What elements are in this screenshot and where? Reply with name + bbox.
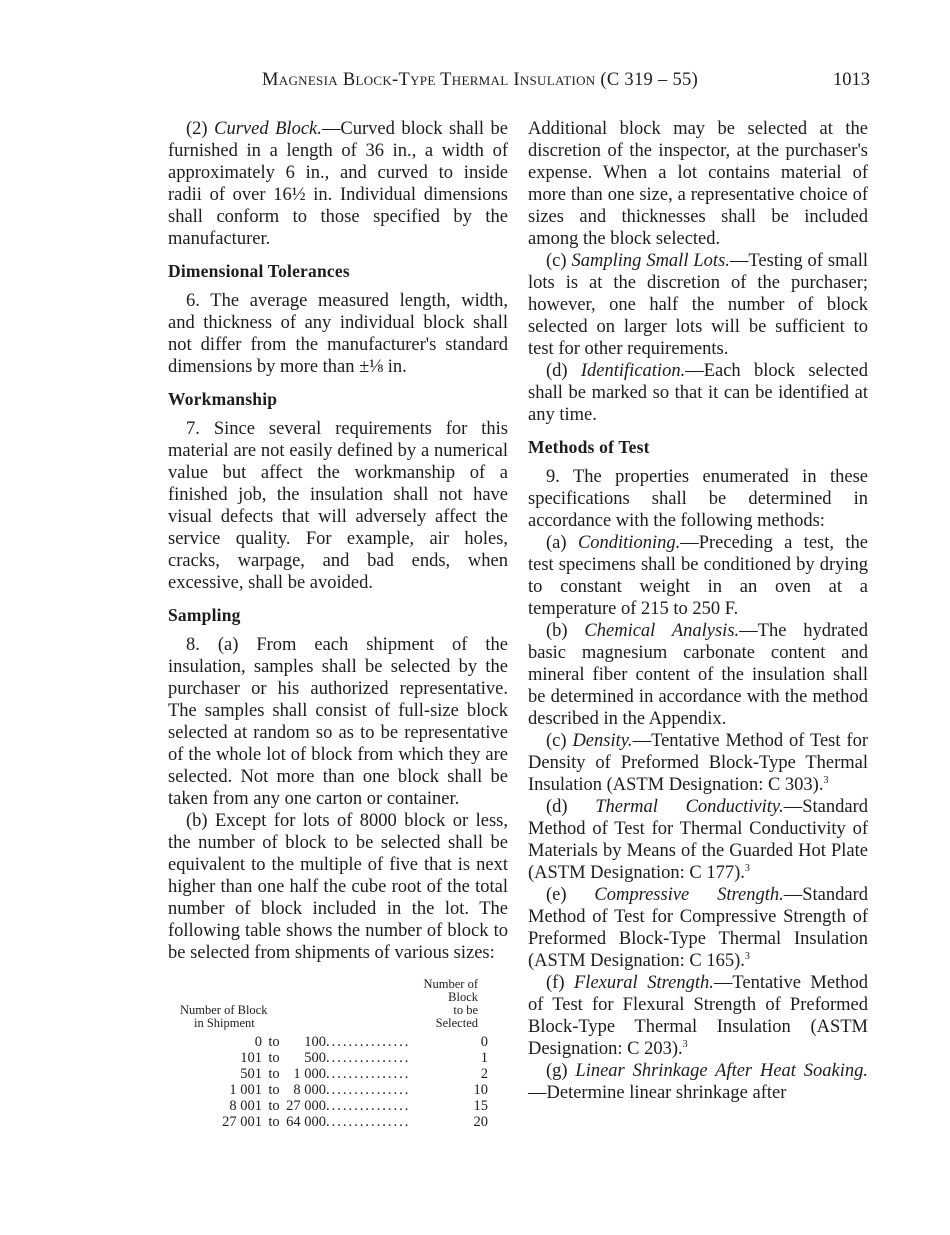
method-flexural-strength: (f) Flexural Strength.—Tentative Method of Test for Flexural Strength of Preformed Block-Type Thermal Insulation (ASTM Designation: C 203).$^3$ (528, 973, 868, 1059)
method-chemical-analysis: (b) Chemical Analysis.—The hydrated basic magnesium carbonate content and mineral fiber content of the insulation shall be determined in accordance with the method described in the Appendix. (528, 621, 868, 729)
method-thermal-conductivity: (d) Thermal Conductivity.—Standard Method of Test for Thermal Conductivity of Materials by Means of the Guarded Hot Plate (ASTM Designation: C 177).$^3$ (528, 797, 868, 883)
methods-intro-paragraph: 9. The properties enumerated in these specifications shall be determined in accordance with the following methods: (528, 467, 868, 531)
table-row: 0 to 100............... 0 (254, 1034, 488, 1050)
table-header-selected: Number of Block to be Selected (423, 977, 478, 1030)
identification-paragraph: (d) Identification.—Each block selected shall be marked so that it can be identified at any time. (528, 361, 868, 425)
sampling-a-paragraph: 8. (a) From each shipment of the insulation, samples shall be selected by the purchaser or his authorized representative. The samples shall consist of full-size block selected at random so as to be representative of the whole lot of block from which they are selected. Not more than one block shall be taken from any one carton or container. (168, 635, 508, 809)
table-row: 8 001 to 27 000............... 15 (229, 1098, 488, 1114)
table-row: 501 to 1 000............... 2 (240, 1066, 488, 1082)
page-number: 1013 (833, 70, 870, 90)
left-column (168, 118, 508, 1130)
right-column (528, 118, 868, 1104)
table-header-shipment: Number of Block in Shipment (180, 1003, 268, 1030)
dimensional-tolerances-heading: Dimensional Tolerances (168, 261, 350, 281)
method-compressive-strength: (e) Compressive Strength.—Standard Method of Test for Compressive Strength of Preformed Block-Type Thermal Insulation (ASTM Designation: C 165).$^3$ (528, 885, 868, 971)
dimensional-tolerances-paragraph: 6. The average measured length, width, and thickness of any individual block shall not differ from the manufacturer's standard dimensions by more than ±⅛ in. (168, 291, 508, 377)
sampling-b-paragraph: (b) Except for lots of 8000 block or less, the number of block to be selected shall be equivalent to the multiple of five that is next higher than one half the cube root of the total number of block included in the lot. The following table shows the number of block to be selected from shipments of various sizes: (168, 811, 508, 963)
running-title: Magnesia Block-Type Thermal Insulation (C 319 – 55) (262, 70, 699, 90)
workmanship-heading: Workmanship (168, 389, 278, 409)
sampling-heading: Sampling (168, 605, 241, 625)
curved-block-paragraph: (2) Curved Block.—Curved block shall be furnished in a length of 36 in., a width of approximately 6 in., and curved to inside radii of over 16½ in. Individual dimensions shall conform to those specified by the manufacturer. (168, 119, 508, 249)
table-row: 101 to 500............... 1 (240, 1050, 488, 1066)
table-row: 1 001 to 8 000............... 10 (229, 1082, 488, 1098)
sampling-small-lots-paragraph: (c) Sampling Small Lots.—Testing of small lots is at the discretion of the purchaser; however, one half the number of block selected on larger lots will be sufficient to test for other requirements. (528, 251, 868, 359)
workmanship-paragraph: 7. Since several requirements for this material are not easily defined by a numerical value but affect the workmanship of a finished job, the insulation shall not have visual defects that will adversely affect the service quality. For example, air holes, cracks, warpage, and bad ends, when excessive, shall be avoided. (168, 419, 508, 593)
method-conditioning: (a) Conditioning.—Preceding a test, the test specimens shall be conditioned by drying to constant weight in an oven at a temperature of 215 to 250 F. (528, 533, 868, 619)
sample-size-table (168, 978, 488, 1130)
method-density: (c) Density.—Tentative Method of Test for Density of Preformed Block-Type Thermal Insulation (ASTM Designation: C 303).$^3$ (528, 731, 868, 795)
additional-block-paragraph: Additional block may be selected at the discretion of the inspector, at the purchaser's expense. When a lot contains material of more than one size, a representative choice of sizes and thicknesses shall be included among the block selected. (528, 119, 868, 249)
table-row: 27 001 to 64 000............... 20 (222, 1114, 488, 1130)
methods-of-test-heading: Methods of Test (528, 437, 650, 457)
method-linear-shrinkage: (g) Linear Shrinkage After Heat Soaking.—Determine linear shrinkage after (528, 1061, 868, 1103)
